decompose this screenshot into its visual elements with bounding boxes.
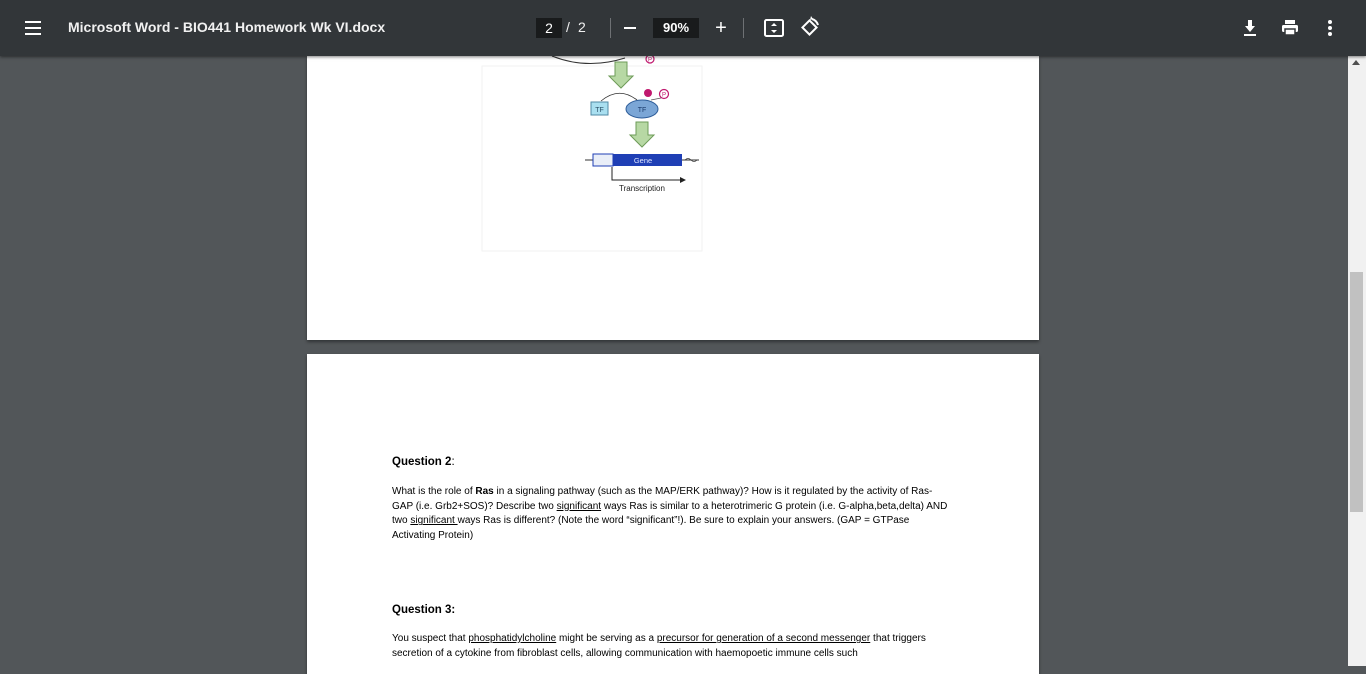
curved-arrow [552,56,625,64]
fit-page-icon[interactable] [762,16,786,40]
phospho-label-2: P [661,92,667,99]
page-separator: / [566,19,570,35]
scrollbar-thumb[interactable] [1350,272,1363,512]
question-2-text: What is the role of Ras in a signaling pathway (such as the MAP/ERK pathway)? How is it regulated by the activity of Ras-GAP (i.e. Grb2+SOS)? Describe two significant ways Ras is similar to a heterotrimeric G protein (i.e. G-alpha,beta,delta) AND two significant ways Ras is different? (Note the word “significant”!). Be sure to explain your answers. (GAP = GTPase Activating Protein) [392,486,948,542]
transcription-arrow [612,167,680,180]
total-pages: 2 [578,19,586,35]
vertical-scrollbar[interactable] [1348,56,1366,666]
download-icon[interactable] [1238,16,1262,40]
document-title: Microsoft Word - BIO441 Homework Wk VI.docx [68,19,386,35]
toolbar-divider [743,18,744,38]
pdf-page-2 [307,354,1039,674]
question-3-title: Question 3: [392,604,456,616]
gene-label: Gene [633,156,653,165]
zoom-level-input[interactable]: 90% [653,18,699,38]
rotate-icon[interactable] [798,16,822,40]
signaling-figure [307,56,1039,340]
pdf-toolbar [0,0,1366,56]
question-3-text: You suspect that phosphatidylcholine might be serving as a precursor for generation of a second messenger that triggers secretion of a cytokine from fibroblast cells, allowing communication with haemopoetic immune cells such [392,633,926,659]
marker-dot [644,89,652,97]
question-2-title: Question 2: [392,456,455,468]
current-page-input[interactable]: 2 [536,18,562,38]
pdf-page-1 [307,56,1039,340]
tf-box-label: TF [595,107,604,114]
print-icon[interactable] [1278,16,1302,40]
tf-arc-arrow [601,93,637,101]
toolbar-divider [610,18,611,38]
menu-icon[interactable] [22,17,44,39]
green-arrow-2 [630,122,654,147]
transcription-label: Transcription [619,184,665,193]
zoom-out-icon[interactable] [624,27,636,29]
tf-ellipse-label: TF [637,107,647,114]
scroll-up-arrow-icon[interactable] [1352,60,1360,65]
promoter-box [593,154,613,166]
phospho-label: P [647,57,653,64]
more-vert-icon[interactable] [1318,16,1342,40]
zoom-in-icon[interactable]: + [715,17,727,39]
